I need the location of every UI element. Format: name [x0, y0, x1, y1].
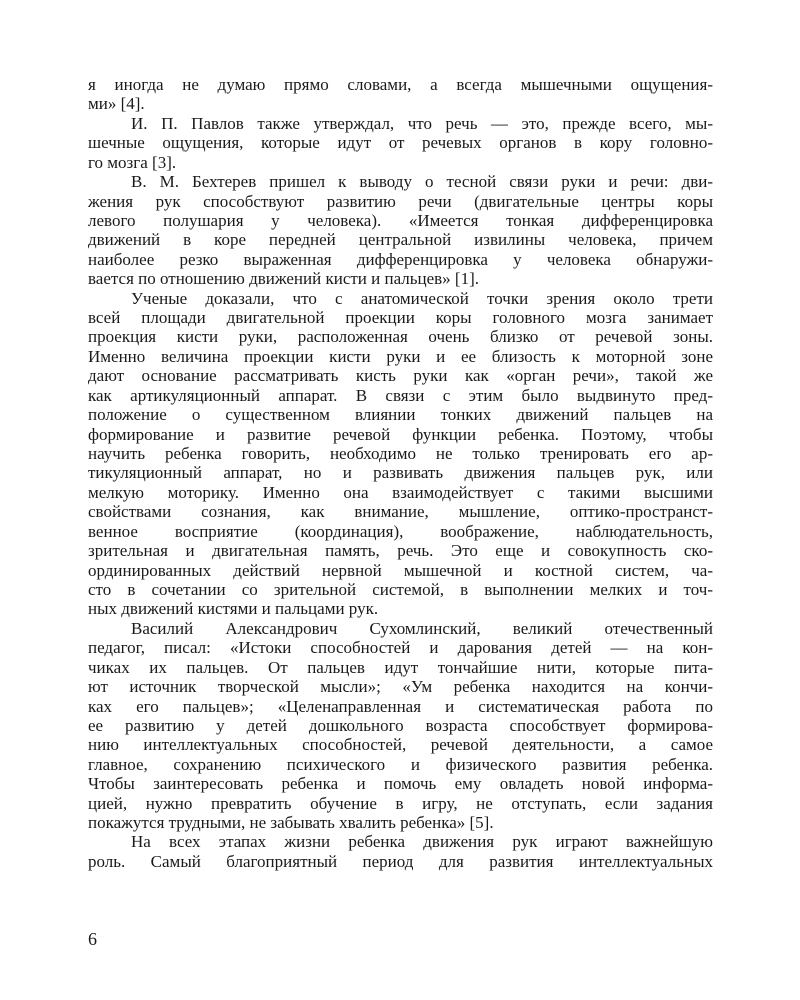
text-line: левого полушария у человека). «Имеется тонкая дифференцировка — [88, 210, 713, 230]
paragraph — [88, 75, 713, 114]
text-line: ее развитию у детей дошкольного возраста способствует формирова- — [88, 715, 713, 735]
text-line: положение о существенном влиянии тонких движений пальцев на — [88, 405, 713, 425]
text-line: ках его пальцев»; «Целенаправленная и систематическая работа по — [88, 696, 713, 716]
text-line: Ученые доказали, что с анатомической точки зрения около трети — [131, 288, 713, 308]
text-line: тикуляционный аппарат, но и развивать движения пальцев рук, или — [88, 463, 713, 483]
page-body — [88, 75, 713, 871]
paragraph — [88, 289, 713, 619]
text-line: научить ребенка говорить, необходимо не только тренировать его ар- — [88, 444, 713, 464]
text-line: проекция кисти руки, расположенная очень близко от речевой зоны. — [88, 327, 713, 347]
text-line: ординированных действий нервной мышечной и костной систем, ча- — [88, 560, 713, 580]
paragraph — [88, 172, 713, 289]
paragraph — [88, 619, 713, 833]
text-line: Чтобы заинтересовать ребенка и помочь ему овладеть новой информа- — [88, 774, 713, 794]
text-line: роль. Самый благоприятный период для развития интеллектуальных — [88, 851, 713, 871]
text-line: как артикуляционный аппарат. В связи с этим было выдвинуто пред- — [88, 385, 713, 405]
text-line: цией, нужно превратить обучение в игру, не отступать, если задания — [88, 793, 713, 813]
text-line: педагог, писал: «Истоки способностей и дарования детей — на кон- — [88, 638, 713, 658]
text-line: мелкую моторику. Именно она взаимодействует с такими высшими — [88, 482, 713, 502]
text-line: главное, сохранению психического и физического развития ребенка. — [88, 754, 713, 774]
page-number: 6 — [88, 929, 97, 949]
paragraph — [88, 832, 713, 871]
text-line: движений в коре передней центральной извилины человека, причем — [88, 230, 713, 250]
text-line: нию интеллектуальных способностей, речевой деятельности, а самое — [88, 735, 713, 755]
text-line: я иногда не думаю прямо словами, а всегда мышечными ощущения- — [88, 75, 713, 94]
text-line: формирование и развитие речевой функции ребенка. Поэтому, чтобы — [88, 424, 713, 444]
text-line: свойствами сознания, как внимание, мышление, оптико-пространст- — [88, 502, 713, 522]
text-line: венное восприятие (координация), воображение, наблюдательность, — [88, 521, 713, 541]
text-line: Именно величина проекции кисти руки и ее близость к моторной зоне — [88, 346, 713, 366]
text-line: чиках их пальцев. От пальцев идут тончайшие нити, которые пита- — [88, 657, 713, 677]
text-line: Василий Александрович Сухомлинский, великий отечественный — [131, 618, 713, 638]
text-line: На всех этапах жизни ребенка движения рук играют важнейшую — [131, 832, 713, 852]
text-line: ных движений кистями и пальцами рук. — [88, 599, 379, 619]
text-line: В. М. Бехтерев пришел к выводу о тесной связи руки и речи: дви- — [131, 172, 713, 192]
text-line: дают основание рассматривать кисть руки как «орган речи», такой же — [88, 366, 713, 386]
text-line: го мозга [3]. — [88, 152, 177, 172]
text-line: сто в сочетании со зрительной системой, в выполнении мелких и точ- — [88, 579, 713, 599]
text-line: шечные ощущения, которые идут от речевых органов в кору головно- — [88, 133, 713, 153]
text-line: И. П. Павлов также утверждал, что речь — это, прежде всего, мы- — [131, 113, 713, 133]
text-line: вается по отношению движений кисти и пальцев» [1]. — [88, 269, 480, 289]
paragraph — [88, 114, 713, 172]
text-line: всей площади двигательной проекции коры головного мозга занимает — [88, 308, 713, 328]
text-line: зрительная и двигательная память, речь. Это еще и совокупность ско- — [88, 541, 713, 561]
text-line: ют источник творческой мысли»; «Ум ребенка находится на кончи- — [88, 677, 713, 697]
text-line: ми» [4]. — [88, 94, 145, 114]
text-line: покажутся трудными, не забывать хвалить ребенка» [5]. — [88, 813, 494, 833]
text-line: жения рук способствуют развитию речи (двигательные центры коры — [88, 191, 713, 211]
text-line: наиболее резко выраженная дифференцировка у человека обнаружи- — [88, 249, 713, 269]
